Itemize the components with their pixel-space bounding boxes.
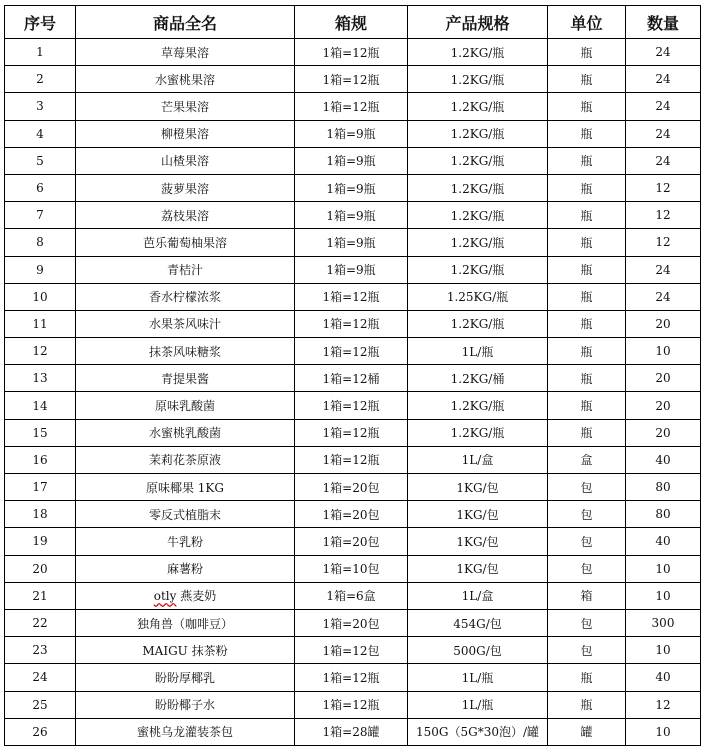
- cell-case-spec: 1箱=9瓶: [295, 256, 408, 283]
- cell-product-spec: 1L/瓶: [408, 338, 548, 365]
- cell-product-name: 盼盼厚椰乳: [76, 664, 295, 691]
- cell-index: 17: [5, 474, 76, 501]
- table-row: [5, 637, 701, 664]
- table-row: [5, 528, 701, 555]
- header-product-name: 商品全名: [76, 6, 295, 39]
- cell-index: 7: [5, 202, 76, 229]
- cell-index: 25: [5, 691, 76, 718]
- cell-case-spec: 1箱=9瓶: [295, 120, 408, 147]
- cell-quantity: 10: [626, 718, 701, 745]
- cell-index: 5: [5, 147, 76, 174]
- cell-unit: 瓶: [548, 120, 626, 147]
- cell-unit: 瓶: [548, 338, 626, 365]
- cell-index: 26: [5, 718, 76, 745]
- cell-product-spec: 1.2KG/瓶: [408, 174, 548, 201]
- cell-quantity: 20: [626, 365, 701, 392]
- cell-index: 11: [5, 310, 76, 337]
- header-case-spec: 箱规: [295, 6, 408, 39]
- cell-product-spec: 1.2KG/瓶: [408, 147, 548, 174]
- cell-index: 22: [5, 609, 76, 636]
- cell-product-spec: 1KG/包: [408, 528, 548, 555]
- cell-quantity: 24: [626, 93, 701, 120]
- cell-product-name: 抹茶风味糖浆: [76, 338, 295, 365]
- cell-index: 14: [5, 392, 76, 419]
- cell-case-spec: 1箱=12瓶: [295, 93, 408, 120]
- table-row: [5, 555, 701, 582]
- cell-case-spec: 1箱=20包: [295, 528, 408, 555]
- cell-quantity: 10: [626, 338, 701, 365]
- cell-case-spec: 1箱=12瓶: [295, 310, 408, 337]
- cell-unit: 包: [548, 528, 626, 555]
- cell-index: 3: [5, 93, 76, 120]
- cell-case-spec: 1箱=28罐: [295, 718, 408, 745]
- header-product-spec: 产品规格: [408, 6, 548, 39]
- cell-case-spec: 1箱=12瓶: [295, 39, 408, 66]
- table-row: [5, 365, 701, 392]
- cell-product-spec: 1KG/包: [408, 474, 548, 501]
- cell-unit: 瓶: [548, 691, 626, 718]
- cell-product-name: 原味椰果 1KG: [76, 474, 295, 501]
- table-row: [5, 39, 701, 66]
- cell-unit: 瓶: [548, 202, 626, 229]
- cell-index: 1: [5, 39, 76, 66]
- cell-index: 9: [5, 256, 76, 283]
- cell-unit: 包: [548, 474, 626, 501]
- cell-unit: 瓶: [548, 392, 626, 419]
- cell-unit: 瓶: [548, 310, 626, 337]
- cell-product-name: 水蜜桃果溶: [76, 66, 295, 93]
- cell-unit: 瓶: [548, 419, 626, 446]
- cell-product-spec: 1L/盒: [408, 582, 548, 609]
- cell-quantity: 12: [626, 691, 701, 718]
- table-row: [5, 147, 701, 174]
- cell-case-spec: 1箱=12瓶: [295, 691, 408, 718]
- cell-quantity: 20: [626, 419, 701, 446]
- cell-product-name: 山楂果溶: [76, 147, 295, 174]
- cell-case-spec: 1箱=12桶: [295, 365, 408, 392]
- cell-case-spec: 1箱=9瓶: [295, 229, 408, 256]
- cell-product-spec: 454G/包: [408, 609, 548, 636]
- cell-product-spec: 1.2KG/桶: [408, 365, 548, 392]
- cell-product-name: 芒果果溶: [76, 93, 295, 120]
- cell-product-spec: 1L/瓶: [408, 691, 548, 718]
- table-row: [5, 501, 701, 528]
- cell-case-spec: 1箱=10包: [295, 555, 408, 582]
- cell-index: 23: [5, 637, 76, 664]
- cell-product-name: 独角兽（咖啡豆）: [76, 609, 295, 636]
- cell-product-spec: 1.2KG/瓶: [408, 256, 548, 283]
- cell-product-spec: 1.2KG/瓶: [408, 39, 548, 66]
- table-row: [5, 229, 701, 256]
- cell-product-spec: 1.2KG/瓶: [408, 229, 548, 256]
- cell-product-spec: 1.2KG/瓶: [408, 310, 548, 337]
- cell-product-name: 水果茶风味汁: [76, 310, 295, 337]
- cell-quantity: 24: [626, 39, 701, 66]
- table-row: [5, 419, 701, 446]
- cell-quantity: 10: [626, 637, 701, 664]
- cell-product-name: otly 燕麦奶: [76, 582, 295, 609]
- cell-product-name: 零反式植脂末: [76, 501, 295, 528]
- cell-case-spec: 1箱=12瓶: [295, 66, 408, 93]
- cell-product-name: 牛乳粉: [76, 528, 295, 555]
- cell-case-spec: 1箱=12瓶: [295, 338, 408, 365]
- spellcheck-flagged-word: otly: [153, 589, 177, 604]
- cell-product-name: 蜜桃乌龙灌装茶包: [76, 718, 295, 745]
- cell-case-spec: 1箱=9瓶: [295, 174, 408, 201]
- table-row: [5, 474, 701, 501]
- table-row: [5, 93, 701, 120]
- cell-case-spec: 1箱=12瓶: [295, 419, 408, 446]
- cell-quantity: 24: [626, 66, 701, 93]
- cell-product-name: 青提果酱: [76, 365, 295, 392]
- cell-index: 18: [5, 501, 76, 528]
- cell-case-spec: 1箱=12瓶: [295, 283, 408, 310]
- cell-quantity: 40: [626, 446, 701, 473]
- table-row: [5, 283, 701, 310]
- cell-product-name: 草莓果溶: [76, 39, 295, 66]
- cell-case-spec: 1箱=12瓶: [295, 664, 408, 691]
- cell-product-spec: 1.2KG/瓶: [408, 202, 548, 229]
- product-table: [4, 5, 701, 746]
- cell-unit: 瓶: [548, 174, 626, 201]
- cell-index: 8: [5, 229, 76, 256]
- cell-unit: 盒: [548, 446, 626, 473]
- cell-index: 4: [5, 120, 76, 147]
- cell-unit: 瓶: [548, 147, 626, 174]
- table-row: [5, 446, 701, 473]
- cell-case-spec: 1箱=9瓶: [295, 202, 408, 229]
- cell-product-spec: 1L/盒: [408, 446, 548, 473]
- cell-unit: 包: [548, 609, 626, 636]
- cell-product-spec: 500G/包: [408, 637, 548, 664]
- cell-index: 15: [5, 419, 76, 446]
- header-index: 序号: [5, 6, 76, 39]
- cell-product-spec: 1.2KG/瓶: [408, 120, 548, 147]
- cell-case-spec: 1箱=6盒: [295, 582, 408, 609]
- cell-product-spec: 1.2KG/瓶: [408, 419, 548, 446]
- cell-unit: 瓶: [548, 283, 626, 310]
- cell-case-spec: 1箱=20包: [295, 609, 408, 636]
- cell-index: 13: [5, 365, 76, 392]
- cell-index: 6: [5, 174, 76, 201]
- header-unit: 单位: [548, 6, 626, 39]
- table-row: [5, 174, 701, 201]
- cell-quantity: 24: [626, 256, 701, 283]
- cell-product-spec: 1KG/包: [408, 501, 548, 528]
- cell-case-spec: 1箱=12瓶: [295, 446, 408, 473]
- cell-index: 12: [5, 338, 76, 365]
- cell-case-spec: 1箱=12瓶: [295, 392, 408, 419]
- cell-quantity: 20: [626, 310, 701, 337]
- cell-product-name: 香水柠檬浓浆: [76, 283, 295, 310]
- cell-case-spec: 1箱=20包: [295, 474, 408, 501]
- table-row: [5, 582, 701, 609]
- cell-case-spec: 1箱=12包: [295, 637, 408, 664]
- table-row: [5, 664, 701, 691]
- cell-unit: 瓶: [548, 664, 626, 691]
- cell-unit: 瓶: [548, 229, 626, 256]
- cell-unit: 箱: [548, 582, 626, 609]
- cell-quantity: 24: [626, 120, 701, 147]
- cell-index: 21: [5, 582, 76, 609]
- cell-case-spec: 1箱=20包: [295, 501, 408, 528]
- header-quantity: 数量: [626, 6, 701, 39]
- cell-product-name: 菠萝果溶: [76, 174, 295, 201]
- cell-case-spec: 1箱=9瓶: [295, 147, 408, 174]
- cell-index: 10: [5, 283, 76, 310]
- cell-index: 2: [5, 66, 76, 93]
- cell-unit: 罐: [548, 718, 626, 745]
- cell-product-spec: 1.25KG/瓶: [408, 283, 548, 310]
- table-row: [5, 66, 701, 93]
- table-row: [5, 256, 701, 283]
- cell-quantity: 40: [626, 664, 701, 691]
- table-row: [5, 718, 701, 745]
- cell-quantity: 12: [626, 174, 701, 201]
- cell-index: 19: [5, 528, 76, 555]
- cell-index: 20: [5, 555, 76, 582]
- cell-product-name: 盼盼椰子水: [76, 691, 295, 718]
- cell-product-name: 柳橙果溶: [76, 120, 295, 147]
- cell-index: 24: [5, 664, 76, 691]
- table-row: [5, 392, 701, 419]
- table-row: [5, 310, 701, 337]
- cell-product-spec: 1L/瓶: [408, 664, 548, 691]
- cell-product-name: 水蜜桃乳酸菌: [76, 419, 295, 446]
- cell-product-name: 芭乐葡萄柚果溶: [76, 229, 295, 256]
- cell-unit: 包: [548, 555, 626, 582]
- cell-quantity: 80: [626, 474, 701, 501]
- cell-product-spec: 1.2KG/瓶: [408, 392, 548, 419]
- cell-quantity: 20: [626, 392, 701, 419]
- table-row: [5, 338, 701, 365]
- cell-quantity: 10: [626, 555, 701, 582]
- header-row: [5, 6, 701, 39]
- cell-unit: 包: [548, 501, 626, 528]
- cell-product-name: 麻薯粉: [76, 555, 295, 582]
- cell-quantity: 12: [626, 202, 701, 229]
- cell-product-name: 原味乳酸菌: [76, 392, 295, 419]
- cell-unit: 瓶: [548, 66, 626, 93]
- cell-quantity: 300: [626, 609, 701, 636]
- cell-quantity: 10: [626, 582, 701, 609]
- cell-quantity: 24: [626, 283, 701, 310]
- cell-quantity: 40: [626, 528, 701, 555]
- cell-product-name: MAIGU 抹茶粉: [76, 637, 295, 664]
- cell-product-spec: 1KG/包: [408, 555, 548, 582]
- cell-product-name: 茉莉花茶原液: [76, 446, 295, 473]
- cell-product-spec: 1.2KG/瓶: [408, 93, 548, 120]
- cell-unit: 瓶: [548, 93, 626, 120]
- table-row: [5, 120, 701, 147]
- cell-unit: 瓶: [548, 256, 626, 283]
- cell-unit: 瓶: [548, 39, 626, 66]
- cell-unit: 瓶: [548, 365, 626, 392]
- cell-product-name: 荔枝果溶: [76, 202, 295, 229]
- table-row: [5, 691, 701, 718]
- cell-product-spec: 1.2KG/瓶: [408, 66, 548, 93]
- cell-quantity: 80: [626, 501, 701, 528]
- cell-unit: 包: [548, 637, 626, 664]
- cell-quantity: 24: [626, 147, 701, 174]
- table-row: [5, 202, 701, 229]
- cell-product-spec: 150G（5G*30泡）/罐: [408, 718, 548, 745]
- table-row: [5, 609, 701, 636]
- cell-index: 16: [5, 446, 76, 473]
- cell-product-name: 青桔汁: [76, 256, 295, 283]
- cell-quantity: 12: [626, 229, 701, 256]
